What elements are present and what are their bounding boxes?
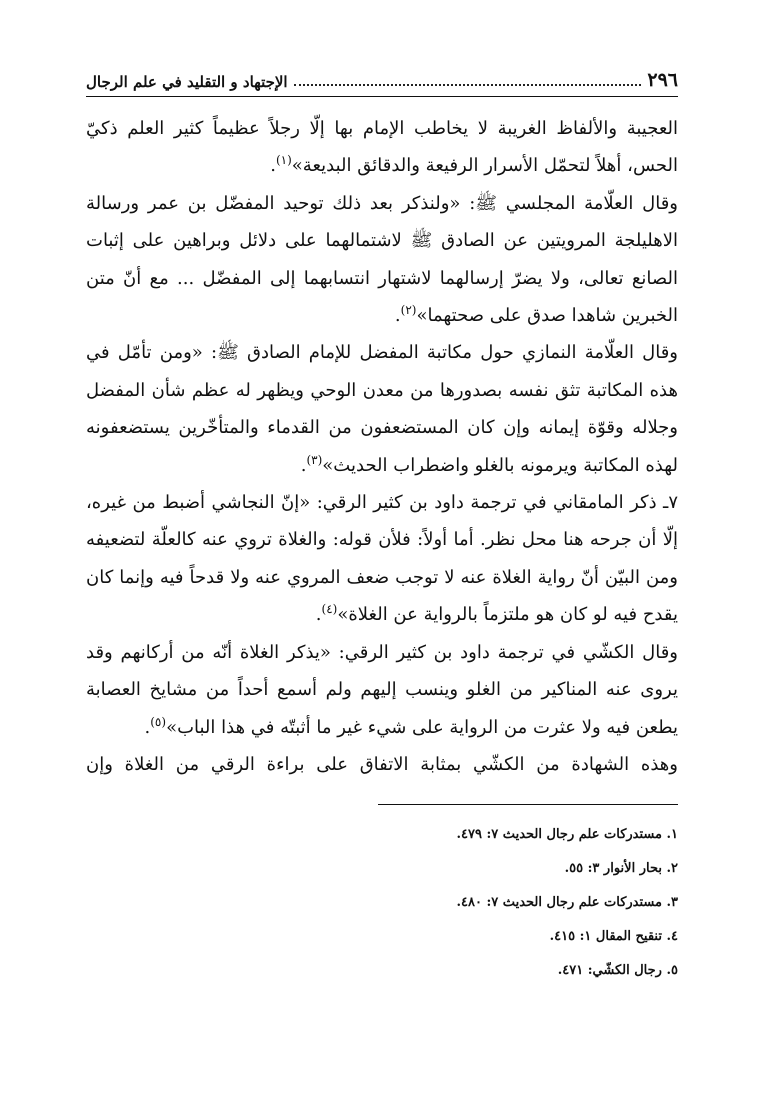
paragraph-tail: . <box>300 454 307 476</box>
footnote-rule <box>378 804 678 805</box>
paragraph-tail: . <box>144 716 151 738</box>
footnote-ref: (١) <box>275 153 292 168</box>
paragraph-text: وقال العلّامة النمازي حول مكاتبة المفضل للإمام الصادق ﷺ: «ومن تأمّل في هذه المكاتبة تثق نفسه بصدورها من معدن الوحي ويظهر له عظم شأن المفضل وجلاله وقوّة إيمانه وإن كان المستضعفون من القدماء والمتأخّرين يستضعفونه لهذه المكاتبة ويرمونه بالغلو واضطراب الحديث» <box>86 342 678 476</box>
paragraph-text: وقال العلّامة المجلسي ﷺ: «ولنذكر بعد ذلك توحيد المفضّل بن عمر ورسالة الاهليلجة المرويتين عن الصادق ﷺ لاشتمالهما على دلائل وبراهين على إثبات الصانع تعالى، ولا يضرّ إرسالهما لاشتهار انتسابهما إلى المفضّل ... مع أنّ متن الخبرين شاهدا صدق على صحتهما» <box>86 192 678 327</box>
page-header <box>86 60 678 94</box>
footnote-1: ١. مستدركات علم رجال الحديث ٧: ٤٧٩. <box>456 827 678 842</box>
paragraph <box>86 634 678 746</box>
paragraph-text: ٧ـ ذكر المامقاني في ترجمة داود بن كثير الرقي: «إنّ النجاشي أضبط من غيره، إلّا أن جرحه هنا محل نظر. أما أولاً: فلأن قوله: والغلاة تروي عنه كالعلّة لتضعيفه ومن البيّن أنّ رواية الغلاة عنه لا توجب ضعف المروي عنه ولا قدحاً فيه وإنما كان يقدح فيه لو كان هو ملتزماً بالرواية عن الغلاة» <box>86 492 678 626</box>
footnotes <box>86 818 678 988</box>
footnote-ref: (٢) <box>400 303 417 318</box>
page-number: ٢٩٦ <box>647 69 678 91</box>
footnote-5: ٥. رجال الكشّي: ٤٧١. <box>557 963 678 978</box>
paragraph-text: وقال الكشّي في ترجمة داود بن كثير الرقي: «يذكر الغلاة أنّه من أركانهم وقد يروى عنه المناكير من الغلو وينسب إليهم ولم أسمع أحداً من مشايخ العصابة يطعن فيه ولا عثرت من الرواية على شيء غير ما أثبتّه في هذا الباب» <box>86 641 678 738</box>
paragraph-tail: . <box>315 604 322 626</box>
footnote-3: ٣. مستدركات علم رجال الحديث ٧: ٤٨٠. <box>456 895 678 910</box>
paragraph <box>86 746 678 783</box>
paragraph <box>86 334 678 484</box>
footnote-ref: (٣) <box>306 452 323 467</box>
header-dot-leader <box>294 84 642 86</box>
paragraph <box>86 110 678 185</box>
paragraph <box>86 484 678 634</box>
main-text <box>86 110 678 783</box>
footnote-4: ٤. تنقيح المقال ١: ٤١٥. <box>549 929 678 944</box>
header-rule <box>86 96 678 97</box>
paragraph-tail: . <box>270 155 276 177</box>
paragraph-text: العجيبة والألفاظ الغريبة لا يخاطب الإمام بها إلّا رجلاً عظيماً كثير العلم ذكيّ الحس، أهلاً لتحمّل الأسرار الرفيعة والدقائق البديعة» <box>86 118 678 177</box>
running-title: الإجتهاد و التقليد في علم الرجال <box>86 73 288 91</box>
footnote-ref: (٤) <box>321 602 338 617</box>
paragraph <box>86 185 678 335</box>
footnote-ref: (٥) <box>150 714 167 729</box>
footnote-2: ٢. بحار الأنوار ٣: ٥٥. <box>564 861 678 876</box>
paragraph-text: وهذه الشهادة من الكشّي بمثابة الاتفاق على براءة الرقي من الغلاة وإن <box>86 753 678 775</box>
paragraph-tail: . <box>394 305 401 327</box>
